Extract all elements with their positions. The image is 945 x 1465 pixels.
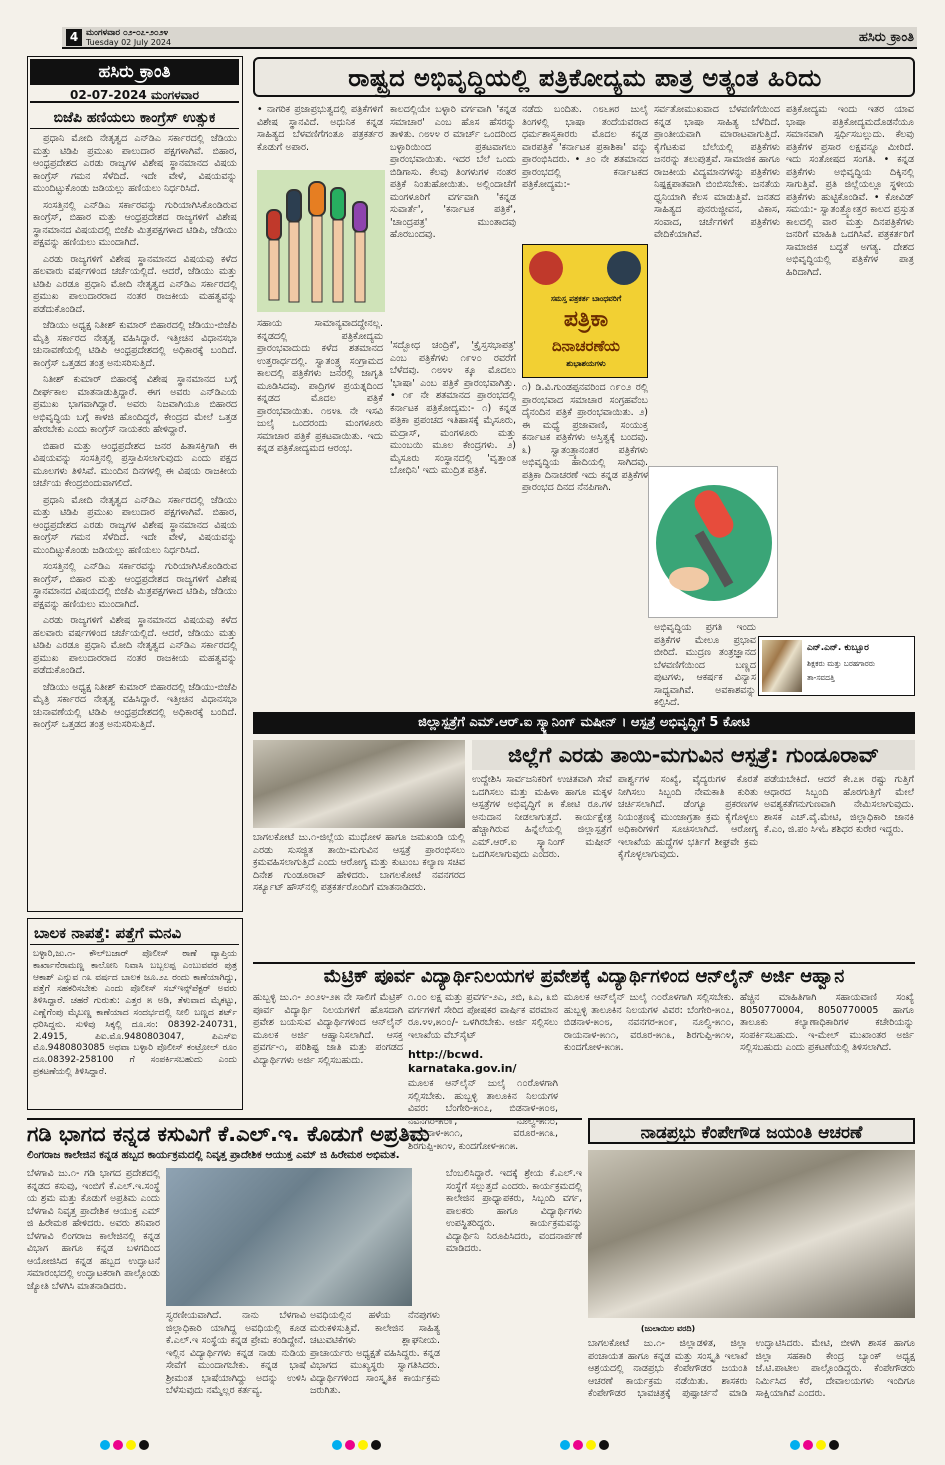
- editorial-body: [33, 133, 237, 905]
- page-number: 4: [66, 29, 82, 46]
- magenta-dot-icon: [113, 1440, 123, 1450]
- editorial-masthead: [30, 59, 239, 85]
- author-name: ಎನ್.ಎನ್. ಕುಬ್ಬೂರ: [807, 643, 869, 653]
- editorial-paragraph: ಜೆಡಿಯು ಅಧ್ಯಕ್ಷ ನಿತೀಶ್ ಕುಮಾರ್ ಬಿಹಾರದಲ್ಲಿ ಜೆಡಿಯು-ಬಿಜೆಪಿ ಮೈತ್ರಿ ಸರ್ಕಾರದ ನೇತೃತ್ವ ವಹಿಸಿದ್ದಾರೆ. ಇತ್ತೀಚಿನ ವಿಧಾನಸಭಾ ಚುನಾವಣೆಯಲ್ಲಿ ಟಿಡಿಪಿ ಆಂಧ್ರಪ್ರದೇಶದಲ್ಲಿ ಅಧಿಕಾರಕ್ಕೆ ಬಂದಿದೆ. ಕಾಂಗ್ರೆಸ್ ಒತ್ತಡದ ತಂತ್ರ ಅನುಸರಿಸುತ್ತಿದೆ.: [33, 320, 237, 369]
- editorial-paragraph: ಜೆಡಿಯು ಅಧ್ಯಕ್ಷ ನಿತೀಶ್ ಕುಮಾರ್ ಬಿಹಾರದಲ್ಲಿ ಜೆಡಿಯು-ಬಿಜೆಪಿ ಮೈತ್ರಿ ಸರ್ಕಾರದ ನೇತೃತ್ವ ವಹಿಸಿದ್ದಾರೆ. ಇತ್ತೀಚಿನ ವಿಧಾನಸಭಾ ಚುನಾವಣೆಯಲ್ಲಿ ಟಿಡಿಪಿ ಆಂಧ್ರಪ್ರದೇಶದಲ್ಲಿ ಅಧಿಕಾರಕ್ಕೆ ಬಂದಿದೆ. ಕಾಂಗ್ರೆಸ್ ಒತ್ತಡದ ತಂತ್ರ ಅನುಸರಿಸುತ್ತಿದೆ.: [33, 681, 237, 730]
- header-paper-name: ಹಸಿರು ಕ್ರಾಂತಿ: [858, 30, 914, 45]
- page-header: [62, 27, 917, 49]
- inset-line2: ಪತ್ರಿಕಾ: [563, 307, 609, 332]
- cyan-dot-icon: [790, 1440, 800, 1450]
- author-box: [758, 636, 915, 696]
- editorial-paragraph: ಪ್ರಧಾನಿ ಮೋದಿ ನೇತೃತ್ವದ ಎನ್‌ಡಿಎ ಸರ್ಕಾರದಲ್ಲಿ ಜೆಡಿಯು ಮತ್ತು ಟಿಡಿಪಿ ಪ್ರಮುಖ ಪಾಲುದಾರ ಪಕ್ಷಗಳಾಗಿವೆ. ಬಿಹಾರ, ಆಂಧ್ರಪ್ರದೇಶದ ಎರಡು ರಾಜ್ಯಗಳ ವಿಶೇಷ ಸ್ಥಾನಮಾನದ ವಿಷಯ ಕಾಂಗ್ರೆಸ್ ಗಮನ ಸೆಳೆದಿದೆ. ಇದೇ ವೇಳೆ, ವಿಷಯವನ್ನು ಮುಂದಿಟ್ಟುಕೊಂಡು ಜಡಿಯಲ್ಲು ಹಣಿಯಲು ನಿರ್ಧರಿಸಿದೆ.: [33, 133, 237, 194]
- hospital-headline: ಜಿಲ್ಲೆಗೆ ಎರಡು ತಾಯಿ-ಮಗುವಿನ ಆಸ್ಪತ್ರೆ: ಗುಂಡೂರಾವ್: [472, 740, 915, 770]
- author-role1: ಶಿಕ್ಷಕರು ಮತ್ತು ಬರಹಗಾರರು: [807, 659, 876, 668]
- lead-col2-body: 'ಸದ್ಬೋಧ ಚಂದ್ರಿಕೆ', 'ಕ್ರೈಸ್ತಸಭಾಪತ್ರ' ಎಂಬ ಪತ್ರಿಕೆಗಳು ೧೯೪೦ ರವರೆಗೆ ಬೆಳೆದವು. ೧೮೪೪ ಕ್ಕೂ ಮೊದಲು 'ಭಾಷಾ' ಎಂಬ ಪತ್ರಿಕೆ ಪ್ರಾರಂಭವಾಗಿತ್ತು. • ೧೯ ನೇ ಶತಮಾನದ ಪ್ರಾರಂಭದಲ್ಲಿ ಕರ್ನಾಟಕ ಪತ್ರಿಕೋದ್ಯಮ:- ೧) ಕನ್ನಡ ಪತ್ರಿಕಾ ಪ್ರಪಂಚದ ಇತಿಹಾಸಕ್ಕೆ ಮೈಸೂರು, ಮದ್ರಾಸ್, ಮಂಗಳೂರು ಮತ್ತು ಮುಂಬಯಿ ಮೂಲ ಕೇಂದ್ರಗಳು. ೨) ಮೈಸೂರು ಸಂಸ್ಥಾನದಲ್ಲಿ 'ವೃತ್ತಾಂತ ಬೋಧಿನಿ' ಇದು ಮುದ್ರಿತ ಪತ್ರಿಕೆ.: [390, 340, 516, 476]
- author-role2: ತಾ-ಸವದತ್ತಿ: [807, 673, 835, 682]
- author-photo: [762, 640, 802, 692]
- lead-col4-body: ಅಭಿವೃದ್ಧಿಯ ಪ್ರಗತಿ ಇಂದು ಪತ್ರಿಕೆಗಳ ಮೇಲೂ ಪ್ರಭಾವ ಬೀರಿದೆ. ಮುದ್ರಣ ತಂತ್ರಜ್ಞಾನದ ಬೆಳವಣಿಗೆಯಿಂದ ಬಣ್ಣದ ಪುಟಗಳು, ಆಕರ್ಷಕ ವಿನ್ಯಾಸ ಸಾಧ್ಯವಾಗಿವೆ. ಅವಕಾಶವನ್ನು ಕಲ್ಪಿಸಿದೆ.: [654, 622, 756, 708]
- yellow-dot-icon: [358, 1440, 368, 1450]
- inset-line4: ಶುಭಾಶಯಗಳು: [566, 359, 606, 368]
- press-day-inset: [522, 244, 648, 378]
- inset-line3: ದಿನಾಚರಣೆಯ: [551, 337, 620, 355]
- magenta-dot-icon: [345, 1440, 355, 1450]
- lead-headline: ರಾಷ್ಟ್ರದ ಅಭಿವೃದ್ಧಿಯಲ್ಲಿ ಪತ್ರಿಕೋದ್ಯಮ ಪಾತ್ರ ಅತ್ಯಂತ ಹಿರಿದು: [348, 64, 822, 92]
- ticker-bar: ಜಿಲ್ಲಾಸ್ಪತ್ರೆಗೆ ಎಮ್.ಆರ್.ಐ ಸ್ಕ್ಯಾನಿಂಗ್ ಮಷೀನ್ । ಆಸ್ಪತ್ರೆ ಅಭಿವೃದ್ಧಿಗೆ 5 ಕೋಟಿ: [253, 712, 915, 734]
- hand-mic-illustration: [648, 466, 778, 618]
- registration-marks-left: [100, 1440, 160, 1454]
- editorial-paragraph: ಸಂಸತ್ತಿನಲ್ಲಿ ಎನ್‌ಡಿಎ ಸರ್ಕಾರವನ್ನು ಗುರಿಯಾಗಿಸಿಕೊಂಡಿರುವ ಕಾಂಗ್ರೆಸ್, ಬಿಹಾರ ಮತ್ತು ಆಂಧ್ರಪ್ರದೇಶದ ರಾಜ್ಯಗಳಿಗೆ ವಿಶೇಷ ಸ್ಥಾನಮಾನದ ವಿಷಯದಲ್ಲಿ ಬಿಜೆಪಿ ಮಿತ್ರಪಕ್ಷಗಳಾದ ಟಿಡಿಪಿ, ಜೆಡಿಯು ಪಕ್ಷವನ್ನು ಹಣಿಯಲು ಮುಂದಾಗಿದೆ.: [33, 199, 237, 248]
- yellow-dot-icon: [816, 1440, 826, 1450]
- black-dot-icon: [371, 1440, 381, 1450]
- kle-headline: ಗಡಿ ಭಾಗದ ಕನ್ನಡ ಕಸುವಿಗೆ ಕೆ.ಎಲ್.ಇ. ಕೊಡುಗೆ ಅಪ್ರತಿಮ: [27, 1118, 582, 1146]
- missing-title: ಬಾಲಕ ನಾಪತ್ತೆ: ಪತ್ತೆಗೆ ಮನವಿ: [30, 921, 239, 945]
- black-dot-icon: [829, 1440, 839, 1450]
- kle-body4: ಬೆಂಬಲಿಸಿದ್ದಾರೆ. ಇದಕ್ಕೆ ಶ್ರೇಯ ಕೆ.ಎಲ್.ಇ ಸಂಸ್ಥೆಗೆ ಸಲ್ಲುತ್ತದೆ ಎಂದರು. ಕಾರ್ಯಕ್ರಮದಲ್ಲಿ ಕಾಲೇಜಿನ ಪ್ರಾಧ್ಯಾಪಕರು, ಸಿಬ್ಬಂದಿ ವರ್ಗ, ಪಾಲಕರು ಹಾಗೂ ವಿದ್ಯಾರ್ಥಿಗಳು ಉಪಸ್ಥಿತರಿದ್ದರು. ಕಾರ್ಯಕ್ರಮವನ್ನು ವಿದ್ಯಾರ್ಥಿನಿ ನಿರೂಪಿಸಿದರು, ವಂದನಾರ್ಪಣೆ ಮಾಡಿದರು.: [446, 1168, 582, 1254]
- lead-col1-top: • ನಾಗರಿಕ ಪ್ರಜಾಪ್ರಭುತ್ವದಲ್ಲಿ ಪತ್ರಿಕೆಗಳಿಗೆ ವಿಶೇಷ ಸ್ಥಾನವಿದೆ. ಅಧುನಿಕ ಕನ್ನಡ ಸಾಹಿತ್ಯದ ಬೆಳವಣಿಗೆಗಂತೂ ಪತ್ರಕರ್ತರ ಕೊಡುಗೆ ಅಪಾರ.: [257, 104, 383, 153]
- editorial-box: [27, 56, 243, 912]
- editorial-paragraph: ಸಂಸತ್ತಿನಲ್ಲಿ ಎನ್‌ಡಿಎ ಸರ್ಕಾರವನ್ನು ಗುರಿಯಾಗಿಸಿಕೊಂಡಿರುವ ಕಾಂಗ್ರೆಸ್, ಬಿಹಾರ ಮತ್ತು ಆಂಧ್ರಪ್ರದೇಶದ ರಾಜ್ಯಗಳಿಗೆ ವಿಶೇಷ ಸ್ಥಾನಮಾನದ ವಿಷಯದಲ್ಲಿ ಬಿಜೆಪಿ ಮಿತ್ರಪಕ್ಷಗಳಾದ ಟಿಡಿಪಿ, ಜೆಡಿಯು ಪಕ್ಷವನ್ನು ಹಣಿಯಲು ಮುಂದಾಗಿದೆ.: [33, 561, 237, 610]
- kempegowda-body: ಬಾಗಲಕೋಟೆ ಜು.೧- ಜಿಲ್ಲಾಡಳಿತ, ಜಿಲ್ಲಾ ಪಂಚಾಯತ ಹಾಗೂ ಕನ್ನಡ ಮತ್ತು ಸಂಸ್ಕೃತಿ ಇಲಾಖೆ ಆಶ್ರಯದಲ್ಲಿ ನಾಡಪ್ರಭು ಕೆಂಪೇಗೌಡರ ಜಯಂತಿ ಆಚರಣೆ ಕಾರ್ಯಕ್ರಮ ನಡೆಯಿತು. ಶಾಸಕರು ಕೆಂಪೇಗೌಡರ ಭಾವಚಿತ್ರಕ್ಕೆ ಪುಷ್ಪಾರ್ಚನೆ ಮಾಡಿ ಉದ್ಘಾಟಿಸಿದರು. ಮೇಟಿ, ಬೀಳಗಿ ಶಾಸಕ ಹಾಗೂ ಜಿಲ್ಲಾ ಸಹಕಾರಿ ಕೇಂದ್ರ ಬ್ಯಾಂಕ್ ಅಧ್ಯಕ್ಷ ಜೆ.ಟಿ.ಪಾಟೀಲ ಪಾಲ್ಗೊಂಡಿದ್ದರು. ಕೆಂಪೇಗೌಡರು ನಿರ್ಮಿಸಿದ ಕೆರೆ, ದೇವಾಲಯಗಳು ಇಂದಿಗೂ ಸಾಕ್ಷಿಯಾಗಿವೆ ಎಂದರು.: [588, 1338, 915, 1399]
- microphones-illustration: [257, 170, 385, 312]
- kle-event-photo: [166, 1168, 412, 1306]
- kempegowda-caption: (ಜುಲಾಯಿಲ ವರದಿ): [640, 1324, 696, 1333]
- kempegowda-photo: [588, 1150, 915, 1318]
- yellow-dot-icon: [126, 1440, 136, 1450]
- editorial-paragraph: ಬಿಹಾರ ಮತ್ತು ಆಂಧ್ರಪ್ರದೇಶದ ಜನರ ಹಿತಾಸಕ್ತಿಗಾಗಿ ಈ ವಿಷಯವನ್ನು ಸಂಸತ್ತಿನಲ್ಲಿ ಪ್ರಸ್ತಾಪಿಸಲಾಗುವುದು ಎಂದು ಪಕ್ಷದ ಮೂಲಗಳು ತಿಳಿಸಿವೆ. ಮುಂದಿನ ದಿನಗಳಲ್ಲಿ ಈ ವಿಷಯ ರಾಜಕೀಯ ಚರ್ಚೆಯ ಕೇಂದ್ರಬಿಂದುವಾಗಲಿದೆ.: [33, 440, 237, 489]
- lead-col3-body: ೧) ಡಿ.ವಿ.ಗುಂಡಪ್ಪನವರಿಂದ ೧೯೦೨ ರಲ್ಲಿ ಪ್ರಾರಂಭವಾದ ಸಮಾಚಾರ ಸಂಗ್ರಹವೆಂಬ ದೈನಂದಿನ ಪತ್ರಿಕೆ ಪ್ರಾರಂಭವಾಯಿತು. ೨) ಈ ಮಧ್ಯೆ ಪ್ರಜಾವಾಣಿ, ಸಂಯುಕ್ತ ಕರ್ನಾಟಕ ಪತ್ರಿಕೆಗಳು ಅಸ್ತಿತ್ವಕ್ಕೆ ಬಂದವು. ೩) ಸ್ವಾತಂತ್ರ್ಯಾನಂತರ ಪತ್ರಿಕೆಗಳು ಅಭಿವೃದ್ಧಿಯ ಹಾದಿಯಲ್ಲಿ ಸಾಗಿದವು. ಪತ್ರಿಕಾ ದಿನಾಚರಣೆ ಇದು ಕನ್ನಡ ಪತ್ರಿಕೆಗಳ ಪ್ರಾರಂಭದ ದಿನದ ನೆನಪಿಗಾಗಿ.: [522, 382, 648, 493]
- hostel-body4: ಹೆಚ್ಚಿನ ಮಾಹಿತಿಗಾಗಿ ಸಹಾಯವಾಣಿ ಸಂಖ್ಯೆ 8050770004, 8050770005 ಹಾಗೂ ತಾಲೂಕು ಕಲ್ಯಾಣಾಧಿಕಾರಿಗಳ ಕಚೇರಿಯನ್ನು ಸಂಪರ್ಕಿಸಬಹುದು. ಇ-ಮೇಲ್ ಮುಖಾಂತರ ಅರ್ಜಿ ಸಲ್ಲಿಸಬಹುದು ಎಂದು ಪ್ರಕಟಣೆಯಲ್ಲಿ ತಿಳಿಸಲಾಗಿದೆ.: [740, 992, 914, 1053]
- black-dot-icon: [139, 1440, 149, 1450]
- lead-col1-body: ಸಹಾಯ ಸಾಮಾನ್ಯವಾದದ್ದೇನಲ್ಲ. ಕನ್ನಡದಲ್ಲಿ ಪತ್ರಿಕೋದ್ಯಮ ಪ್ರಾರಂಭವಾದುದು ಕಳೆದ ಶತಮಾನದ ಉತ್ತರಾರ್ಧದಲ್ಲಿ. ಸ್ವಾತಂತ್ರ್ಯ ಸಂಗ್ರಾಮದ ಕಾಲದಲ್ಲಿ ಪತ್ರಿಕೆಗಳು ಜನರಲ್ಲಿ ಜಾಗೃತಿ ಮೂಡಿಸಿದವು. ಪಾದ್ರಿಗಳ ಪ್ರಯತ್ನದಿಂದ ಕನ್ನಡದ ಮೊದಲ ಪತ್ರಿಕೆ ಪ್ರಾರಂಭವಾಯಿತು. ೧೮೪೩ ನೇ ಇಸವಿ ಜುಲೈ ಒಂದರಂದು ಮಂಗಳೂರು ಸಮಾಚಾರ ಪತ್ರಿಕೆ ಪ್ರಕಟವಾಯಿತು. ಇದು ಕನ್ನಡ ಪತ್ರಿಕೋದ್ಯಮದ ಆರಂಭ.: [257, 318, 383, 454]
- registration-marks-mid1: [332, 1440, 392, 1454]
- kle-subhead: ಲಿಂಗರಾಜ ಕಾಲೇಜಿನ ಕನ್ನಡ ಹಬ್ಬದ ಕಾರ್ಯಕ್ರಮದಲ್ಲಿ ನಿವೃತ್ತ ಪ್ರಾದೇಶಿಕ ಆಯುಕ್ತ ಎಮ್ ಜಿ ಹಿರೇಮಠ ಅಭಿಮತ.: [27, 1149, 400, 1161]
- hostel-body3: ಮೂಲಕ ಆನ್‌ಲೈನ್ ಜುಲೈ ೧೦ರೊಳಗಾಗಿ ಸಲ್ಲಿಸಬೇಕು. ಹುಬ್ಬಳ್ಳಿ ತಾಲೂಕಿನ ನಿಲಯಗಳ ವಿವರ: ಬೆಂಗೇರಿ-೫೦೭, ಬಿಡನಾಳ-೫೦೮, ನವನಗರ-೫೦೯, ನೂಲ್ವಿ-೫೧೦, ರಾಯನಾಳ-೫೧೧, ವರೂರ-೫೧೩, ಶಿರಗುಪ್ಪಿ-೫೧೪, ಕುಂದಗೋಳ-೫೧೫.: [564, 992, 734, 1053]
- hospital-body3: ಪಾರ್ಶ್ವಗಳ ಸಂಖ್ಯೆ, ವೈದ್ಯರುಗಳ ಕೊರತೆ ನೀಗಿಸಲು ಸಿಬ್ಬಂದಿ ನೇಮಕಾತಿ ಕುರಿತು ಚರ್ಚಿಸಲಾಗಿದೆ. ಡೆಂಗ್ಯೂ ಪ್ರಕರಣಗಳ ನಿಯಂತ್ರಣಕ್ಕೆ ಮುಂಜಾಗ್ರತಾ ಕ್ರಮ ಕೈಗೊಳ್ಳಲು ಅಧಿಕಾರಿಗಳಿಗೆ ಸೂಚಿಸಲಾಗಿದೆ. ಆರೋಗ್ಯ ಇಲಾಖೆಯ ಹುದ್ದೆಗಳ ಭರ್ತಿಗೆ ಶೀಘ್ರವೇ ಕ್ರಮ ಕೈಗೊಳ್ಳಲಾಗುವುದು.: [618, 774, 758, 860]
- hospital-photo: [253, 740, 465, 828]
- registration-marks-mid2: [560, 1440, 620, 1454]
- editorial-paragraph: ಎರಡು ರಾಜ್ಯಗಳಿಗೆ ವಿಶೇಷ ಸ್ಥಾನಮಾನದ ವಿಷಯವು ಕಳೆದ ಹಲವಾರು ವರ್ಷಗಳಿಂದ ಚರ್ಚೆಯಲ್ಲಿದೆ. ಆದರೆ, ಜೆಡಿಯು ಮತ್ತು ಟಿಡಿಪಿ ಎರಡೂ ಪ್ರಧಾನಿ ಮೋದಿ ನೇತೃತ್ವದ ಎನ್‌ಡಿಎ ಸರ್ಕಾರದಲ್ಲಿ ಪ್ರಮುಖ ಪಾಲುದಾರರಾದ ನಂತರ ರಾಜಕೀಯ ಮಹತ್ವವನ್ನು ಪಡೆದುಕೊಂಡಿದೆ.: [33, 615, 237, 676]
- kle-body1: ಬೆಳಗಾವಿ ಜು.೧- ಗಡಿ ಭಾಗದ ಪ್ರದೇಶದಲ್ಲಿ ಕನ್ನಡದ ಕಸುವು, ಇಂಬಿಗೆ ಕೆ.ಎಲ್.ಇ.ಸಂಸ್ಥೆ ಯ ಶ್ರಮ ಮತ್ತು ಕೊಡುಗೆ ಅಪ್ರತಿಮ ಎಂದು ಬೆಳಗಾವಿ ನಿವೃತ್ತ ಪ್ರಾದೇಶಿಕ ಆಯುಕ್ತ ಎಮ್ ಜಿ ಹಿರೇಮಠ ಹೇಳಿದರು. ಅವರು ಶನಿವಾರ ಬೆಳಗಾವಿ ಲಿಂಗರಾಜ ಕಾಲೇಜಿನಲ್ಲಿ ಕನ್ನಡ ವಿಭಾಗ ಹಾಗೂ ಕನ್ನಡ ಬಳಗದಿಂದ ಆಯೋಜಿಸಿದ ಕನ್ನಡ ಹಬ್ಬದ ಉದ್ಘಾಟನೆ ಸಮಾರಂಭದಲ್ಲಿ ಉದ್ಘಾಟಕರಾಗಿ ಪಾಲ್ಗೊಂಡು ಜ್ಯೋತಿ ಬೆಳಗಿಸಿ ಮಾತನಾಡಿದರು.: [27, 1168, 160, 1292]
- hostel-website: http://bcwd. karnataka.gov.in/: [408, 1048, 517, 1075]
- header-date-english: Tuesday 02 July 2024: [86, 38, 172, 47]
- microphones-icon: [257, 170, 385, 312]
- hostel-body2: ೧.೦೦ ಲಕ್ಷ ಮತ್ತು ಪ್ರವರ್ಗ-೨ಎ, ೨ಬಿ, ೩ಎ, ೩ಬಿ ವರ್ಗಗಳಿಗೆ ಸೇರಿದ ಪೋಷಕರ ವಾರ್ಷಿಕ ವರಮಾನ ರೂ.೪೪,೫೦೦/- ಒಳಗಿರಬೇಕು. ಅರ್ಜಿ ಸಲ್ಲಿಸಲು ಇಲಾಖೆಯ ವೆಬ್‌ಸೈಟ್: [408, 992, 558, 1041]
- kle-body2: ಸ್ವರಣೀಯವಾಗಿದೆ. ನಾನು ಬೆಳಗಾವಿ ಜಿಲ್ಲಾಧಿಕಾರಿ ಯಾಗಿದ್ದ ಅವಧಿಯಲ್ಲಿ ಕೂಡ ಕೆ.ಎಲ್.ಇ ಸಂಸ್ಥೆಯ ಕನ್ನಡ ಪ್ರೇಮ ಕಂಡಿದ್ದೇನೆ. ಇಲ್ಲಿನ ವಿದ್ಯಾರ್ಥಿಗಳು ಕನ್ನಡ ನಾಡು ನುಡಿಯ ಸೇವೆಗೆ ಮುಂದಾಗಬೇಕು. ಕನ್ನಡ ಭಾಷೆ ಶ್ರೀಮಂತ ಭಾಷೆಯಾಗಿದ್ದು ಅದನ್ನು ಉಳಿಸಿ ಬೆಳೆಸುವುದು ನಮ್ಮೆಲ್ಲರ ಕರ್ತವ್ಯ.: [166, 1310, 306, 1396]
- header-date-kannada: ಮಂಗಳವಾರ ೦೨-೦೭-೨೦೨೪: [86, 28, 169, 38]
- hospital-body4: ಪಡೆಯಬೇಕಿದೆ. ಆದರೆ ಕೇ.೭೫ ರಷ್ಟು ಗುತ್ತಿಗೆ ಆಧಾರದ ಸಿಬ್ಬಂದಿ ಹೊರಗುತ್ತಿಗೆ ಮೇಲೆ ಅವಶ್ಯಕತೆಗನುಗುಣವಾಗಿ ನೇಮಿಸಲಾಗುವುದು. ಶಾಸಕ ಎಚ್.ವೈ.ಮೇಟಿ, ಜಿಲ್ಲಾಧಿಕಾರಿ ಜಾನಕಿ ಕೆ.ಎಂ, ಜಿ.ಪಂ ಸಿಇಓ ಶಶಿಧರ ಕುರೇರ ಇದ್ದರು.: [764, 774, 914, 835]
- hostel-headline: ಮೆಟ್ರಿಕ್ ಪೂರ್ವ ವಿದ್ಯಾರ್ಥಿನಿಲಯಗಳ ಪ್ರವೇಶಕ್ಕೆ ವಿದ್ಯಾರ್ಥಿಗಳಿಂದ ಆನ್‌ಲೈನ್ ಅರ್ಜಿ ಆಹ್ವಾನ: [253, 962, 915, 988]
- inset-line1: ಸಮಸ್ತ ಪತ್ರಕರ್ತ ಬಾಂಧವರಿಗೆ: [550, 294, 622, 303]
- magenta-dot-icon: [573, 1440, 583, 1450]
- editorial-title: ಬಿಜೆಪಿ ಹಣಿಯಲು ಕಾಂಗ್ರೆಸ್ ಉತ್ಸುಕ: [30, 107, 239, 129]
- masthead-text: ಹಸಿರು ಕ್ರಾಂತಿ: [98, 62, 171, 82]
- hand-microphone-icon: [649, 467, 779, 619]
- kempegowda-headline: ನಾಡಪ್ರಭು ಕೆಂಪೇಗೌಡ ಜಯಂತಿ ಆಚರಣೆ: [588, 1118, 915, 1144]
- hospital-photo-image: [253, 740, 465, 828]
- black-dot-icon: [599, 1440, 609, 1450]
- yellow-dot-icon: [586, 1440, 596, 1450]
- magenta-dot-icon: [803, 1440, 813, 1450]
- lead-headline-box: [253, 57, 915, 97]
- mic-icon: [529, 251, 563, 285]
- lead-col2-top: ಕಾಲದಲ್ಲಿಯೇ ಬಳ್ಳಾರಿ ವರ್ಗವಾಗಿ 'ಕನ್ನಡ ಸಮಾಚಾರ' ಎಂಬ ಹೊಸ ಹೆಸರನ್ನು ತಾಳಿತು. ೧೮೪೪ ರ ಮಾರ್ಚ್ ಒಂದರಿಂದ ಬಳ್ಳಾರಿಯಿಂದ ಪ್ರಕಟವಾಗಲು ಪ್ರಾರಂಭವಾಯಿತು. ಇದರ ಬೆಲೆ ಒಂದು ಬಿಡಿಗಾಸು. ಕೆಲವು ತಿಂಗಳುಗಳ ನಂತರ ಪತ್ರಿಕೆ ನಿಂತುಹೋಯಿತು. ಅಲ್ಲಿಂದಾಚೆಗೆ ಮಂಗಳೂರಿಗೆ ವರ್ಗವಾಗಿ 'ಕನ್ನಡ ಸುವಾರ್ತೆ', 'ಕರ್ನಾಟಕ ಪತ್ರಿಕೆ', 'ಚಾಂದ್ರಪತ್ರ' ಮುಂತಾದವು ಹೊರಬಂದವು.: [390, 104, 516, 240]
- editorial-paragraph: ಎರಡು ರಾಜ್ಯಗಳಿಗೆ ವಿಶೇಷ ಸ್ಥಾನಮಾನದ ವಿಷಯವು ಕಳೆದ ಹಲವಾರು ವರ್ಷಗಳಿಂದ ಚರ್ಚೆಯಲ್ಲಿದೆ. ಆದರೆ, ಜೆಡಿಯು ಮತ್ತು ಟಿಡಿಪಿ ಎರಡೂ ಪ್ರಧಾನಿ ಮೋದಿ ನೇತೃತ್ವದ ಎನ್‌ಡಿಎ ಸರ್ಕಾರದಲ್ಲಿ ಪ್ರಮುಖ ಪಾಲುದಾರರಾದ ನಂತರ ರಾಜಕೀಯ ಮಹತ್ವವನ್ನು ಪಡೆದುಕೊಂಡಿದೆ.: [33, 253, 237, 315]
- camera-icon: [607, 251, 641, 285]
- lead-col4-top: ಸರ್ವತೋಮುಖವಾದ ಬೆಳವಣಿಗೆಯಿಂದ ಕನ್ನಡ ಭಾಷಾ ಸಾಹಿತ್ಯ ಬೆಳೆದಿದೆ. ಪ್ರಾಂತೀಯವಾಗಿ ಮಾರಾಟವಾಗುತ್ತಿದೆ. ಕೈಗೆಟಕುವ ಬೆಲೆಯಲ್ಲಿ ಪತ್ರಿಕೆಗಳು ಜನರನ್ನು ತಲುಪುತ್ತವೆ. ಸಾಮಾಜಿಕ ಹಾಗೂ ರಾಜಕೀಯ ವಿದ್ಯಮಾನಗಳನ್ನು ಪತ್ರಿಕೆಗಳು ನಿಷ್ಪಕ್ಷಪಾತವಾಗಿ ಬಿಂಬಿಸಬೇಕು. ಜನತೆಯ ಧ್ವನಿಯಾಗಿ ಕೆಲಸ ಮಾಡುತ್ತಿವೆ. ಜನತದ ಸಾಹಿತ್ಯದ ಪುನರುಜ್ಜೀವನ, ವಿಕಾಸ, ಸಂವಾದ, ಚರ್ಚೆಗಳಿಗೆ ಪತ್ರಿಕೆಗಳು ವೇದಿಕೆಯಾಗಿವೆ.: [654, 104, 780, 240]
- missing-boy-box: [27, 918, 243, 1110]
- hospital-body2: ಉದ್ದೇಶಿಸಿ ಸಾರ್ವಜನಿಕರಿಗೆ ಉಚಿತವಾಗಿ ಸೇವೆ ಒದಗಿಸಲು ಮತ್ತು ಮಹಿಳಾ ಹಾಗೂ ಮಕ್ಕಳ ಆಸ್ಪತ್ರೆಗಳ ಅಭಿವೃದ್ಧಿಗೆ ೫ ಕೋಟಿ ರೂ.ಗಳ ಅನುದಾನ ನೀಡಲಾಗುತ್ತದೆ. ಕಾರ್ಯಕ್ಷೇತ್ರ ಹೆಚ್ಚಾಗಿರುವ ಹಿನ್ನೆಲೆಯಲ್ಲಿ ಜಿಲ್ಲಾಸ್ಪತ್ರೆಗೆ ಎಮ್.ಆರ್.ಐ ಸ್ಕ್ಯಾನಿಂಗ್ ಮಷೀನ್ ಒದಗಿಸಲಾಗುವುದು ಎಂದರು.: [472, 774, 612, 860]
- hostel-body3-cont: ಮೂಲಕ ಆನ್‌ಲೈನ್ ಜುಲೈ ೧೦ರೊಳಗಾಗಿ ಸಲ್ಲಿಸಬೇಕು. ಹುಬ್ಬಳ್ಳಿ ತಾಲೂಕಿನ ನಿಲಯಗಳ ವಿವರ: ಬೆಂಗೇರಿ-೫೦೭, ಬಿಡನಾಳ-೫೦೮, ನವನಗರ-೫೦೯, ನೂಲ್ವಿ-೫೧೦, ರಾಯನಾಳ-೫೧೧, ವರೂರ-೫೧೩, ಶಿರಗುಪ್ಪಿ-೫೧೪, ಕುಂದಗೋಳ-೫೧೫.: [408, 1078, 558, 1152]
- cyan-dot-icon: [100, 1440, 110, 1450]
- kle-body3: ಅವಧಿಯಲ್ಲಿನ ಹಳೆಯ ನೆನಪುಗಳು ಮರುಕಳಿಸುತ್ತಿವೆ. ಕಾಲೇಜಿನ ಸಾಹಿತ್ಯ ಚಟುವಟಿಕೆಗಳು ಶ್ಲಾಘನೀಯ. ಪ್ರಾಚಾರ್ಯರು ಅಧ್ಯಕ್ಷತೆ ವಹಿಸಿದ್ದರು. ಕನ್ನಡ ವಿಭಾಗದ ಮುಖ್ಯಸ್ಥರು ಸ್ವಾಗತಿಸಿದರು. ವಿದ್ಯಾರ್ಥಿಗಳಿಂದ ಸಾಂಸ್ಕೃತಿಕ ಕಾರ್ಯಕ್ರಮ ಜರುಗಿತು.: [310, 1310, 440, 1396]
- lead-col3-top: ನಡೆದು ಬಂದಿತು. ೧೮೬೫ರ ಜುಲೈ ತಿಂಗಳಲ್ಲಿ ಭಾಷಾ ತಂದೆಯವರಾದ ಧರ್ಮಶಾಸ್ತ್ರಕಾರರು ಮೊದಲ ಕನ್ನಡ ವಾರಪತ್ರಿಕೆ 'ಕರ್ನಾಟಕ ಪ್ರಕಾಶಿಕಾ' ವನ್ನು ಪ್ರಾರಂಭಿಸಿದರು. • ೨೦ ನೇ ಶತಮಾನದ ಪ್ರಾರಂಭದಲ್ಲಿ ಕರ್ನಾಟಕದ ಪತ್ರಿಕೋದ್ಯಮ:-: [522, 104, 648, 190]
- cyan-dot-icon: [560, 1440, 570, 1450]
- missing-body: ಬಳ್ಳಾರಿ,ಜು.೧- ಕೌಲ್‌ಬಜಾರ್ ಪೊಲೀಸ್ ಠಾಣೆ ವ್ಯಾಪ್ತಿಯ ಕಾರ್ಖಾನೆರಾಮಣ್ಣ ಕಾಲೋನಿ ನಿವಾಸಿ ಬಬ್ಬಲಪ್ಪ ಎಂಬುವವರ ಪುತ್ರ ಆಕಾಶ್ ಎನ್ನುವ ೧೩ ವರ್ಷದ ಬಾಲಕ ಜೂ.೨೭ ರಂದು ಕಾಣೆಯಾಗಿದ್ದು, ಪತ್ತೆಗೆ ಸಹಕರಿಸಬೇಕು ಎಂದು ಪೊಲೀಸ್ ಸಬ್‌ಇನ್ಸ್‌ಪೆಕ್ಟರ್ ಅವರು ತಿಳಿಸಿದ್ದಾರೆ. ಚಹರೆ ಗುರುತು: ಎತ್ತರ ೫ ಅಡಿ, ತೆಳುವಾದ ಮೈಕಟ್ಟು, ಎಣ್ಣೆಗೆಂಪು ಮೈಬಣ್ಣ ಕಾಣೆಯಾದ ಸಂದರ್ಭದಲ್ಲಿ ನೀಲಿ ಬಣ್ಣದ ಶರ್ಟ್ ಧರಿಸಿದ್ದನು. ಸುಳಿವು ಸಿಕ್ಕಲ್ಲಿ ದೂ.ಸಂ: 08392-240731, 2.4915, ಪಿಐ.ಮೊ.9480803047, ಪಿಎಸ್‌ಐ ಮೊ.9480803085 ಅಥವಾ ಬಳ್ಳಾರಿ ಪೊಲೀಸ್ ಕಂಟ್ರೋಲ್ ರೂಂ ದೂ.08392-258100 ಗೆ ಸಂಪರ್ಕಿಸಬಹುದು ಎಂದು ಪ್ರಕಟಣೆಯಲ್ಲಿ ತಿಳಿಸಿದ್ದಾರೆ.: [33, 949, 237, 1077]
- editorial-paragraph: ನಿತೀಶ್ ಕುಮಾರ್ ಬಿಹಾರಕ್ಕೆ ವಿಶೇಷ ಸ್ಥಾನಮಾನದ ಬಗ್ಗೆ ದೀರ್ಘಕಾಲ ಮಾತನಾಡುತ್ತಿದ್ದಾರೆ. ಈಗ ಅವರು ಎನ್‌ಡಿಎಯ ಪ್ರಮುಖ ಭಾಗವಾಗಿದ್ದಾರೆ. ಅವರು ನಿಜವಾಗಿಯೂ ಬಿಹಾರದ ಅಭಿವೃದ್ಧಿಯ ಬಗ್ಗೆ ಕಾಳಜಿ ಹೊಂದಿದ್ದರೆ, ಕೇಂದ್ರದ ಮೇಲೆ ಒತ್ತಡ ಹೇರಬೇಕು ಎಂದು ಕಾಂಗ್ರೆಸ್ ನಾಯಕರು ಹೇಳಿದ್ದಾರೆ.: [33, 374, 237, 435]
- hostel-body1: ಹುಬ್ಬಳ್ಳಿ ಜು.೧- ೨೦೨೪-೨೫ ನೇ ಸಾಲಿಗೆ ಮೆಟ್ರಿಕ್ ಪೂರ್ವ ವಿದ್ಯಾರ್ಥಿ ನಿಲಯಗಳಿಗೆ ಹೊಸದಾಗಿ ಪ್ರವೇಶ ಬಯಸುವ ವಿದ್ಯಾರ್ಥಿಗಳಿಂದ ಆನ್‌ಲೈನ್ ಮೂಲಕ ಅರ್ಜಿ ಆಹ್ವಾನಿಸಲಾಗಿದೆ. ಆಸಕ್ತ ಪ್ರವರ್ಗ-೧, ಪರಿಶಿಷ್ಟ ಜಾತಿ ಮತ್ತು ಪಂಗಡದ ವಿದ್ಯಾರ್ಥಿಗಳು ಅರ್ಜಿ ಸಲ್ಲಿಸಬಹುದು.: [253, 992, 403, 1066]
- registration-marks-right: [790, 1440, 850, 1454]
- lead-col5: ಪತ್ರಿಕೋದ್ಯಮ ಇಂದು ಇತರ ಯಾವ ಭಾಷಾ ಪತ್ರಿಕೋದ್ಯಮದೊಡನೆಯೂ ಸಮಾನವಾಗಿ ಸ್ಪರ್ಧಿಸಬಲ್ಲುದು. ಕೆಲವು ಪತ್ರಿಕೆಗಳ ಪ್ರಸಾರ ಲಕ್ಷವನ್ನೂ ಮೀರಿದೆ. ಇದು ಸಂತೋಷದ ಸಂಗತಿ. • ಕನ್ನಡ ಪತ್ರಿಕೆಗಳು ಅಭಿವೃದ್ಧಿಯ ದಿಕ್ಕಿನಲ್ಲಿ ಸಾಗುತ್ತಿವೆ. ಪ್ರತಿ ಜಿಲ್ಲೆಯಲ್ಲೂ ಸ್ಥಳೀಯ ಪತ್ರಿಕೆಗಳು ಹುಟ್ಟಿಕೊಂಡಿವೆ. • ಕೋವಿಡ್ ಸಮಯ:- ಸ್ವಾತಂತ್ರ್ಯೋತ್ತರ ಕಾಲದ ಪ್ರಸ್ತುತ ಕಾಲದಲ್ಲಿ ವಾರ ಮತ್ತು ದಿನಪತ್ರಿಕೆಗಳು ಜನರಿಗೆ ಮಾಹಿತಿ ಒದಗಿಸಿವೆ. ಪತ್ರಕರ್ತರಿಗೆ ಸಾಮಾಜಿಕ ಬದ್ಧತೆ ಅಗತ್ಯ. ದೇಶದ ಅಭಿವೃದ್ಧಿಯಲ್ಲಿ ಪತ್ರಿಕೆಗಳ ಪಾತ್ರ ಹಿರಿದಾಗಿದೆ.: [786, 104, 914, 278]
- editorial-paragraph: ಪ್ರಧಾನಿ ಮೋದಿ ನೇತೃತ್ವದ ಎನ್‌ಡಿಎ ಸರ್ಕಾರದಲ್ಲಿ ಜೆಡಿಯು ಮತ್ತು ಟಿಡಿಪಿ ಪ್ರಮುಖ ಪಾಲುದಾರ ಪಕ್ಷಗಳಾಗಿವೆ. ಬಿಹಾರ, ಆಂಧ್ರಪ್ರದೇಶದ ಎರಡು ರಾಜ್ಯಗಳ ವಿಶೇಷ ಸ್ಥಾನಮಾನದ ವಿಷಯ ಕಾಂಗ್ರೆಸ್ ಗಮನ ಸೆಳೆದಿದೆ. ಇದೇ ವೇಳೆ, ವಿಷಯವನ್ನು ಮುಂದಿಟ್ಟುಕೊಂಡು ಜಡಿಯಲ್ಲು ಹಣಿಯಲು ನಿರ್ಧರಿಸಿದೆ.: [33, 494, 237, 556]
- editorial-date: 02-07-2024 ಮಂಗಳವಾರ: [30, 87, 239, 103]
- hospital-body1: ಬಾಗಲಕೋಟೆ ಜು.೧-ಜಿಲ್ಲೆಯ ಮುಧೋಳ ಹಾಗೂ ಜಮಖಂಡಿ ಯಲ್ಲಿ ಎರಡು ಸುಸಜ್ಜಿತ ತಾಯಿ-ಮಗುವಿನ ಆಸ್ಪತ್ರೆ ಪ್ರಾರಂಭಿಸಲು ಕ್ರಮವಹಿಸಲಾಗುತ್ತಿದೆ ಎಂದು ಆರೋಗ್ಯ ಮತ್ತು ಕುಟುಂಬ ಕಲ್ಯಾಣ ಸಚಿವ ದಿನೇಶ ಗುಂಡೂರಾವ್ ಹೇಳಿದರು. ಬಾಗಲಕೋಟೆ ನವನಗರದ ಸರ್ಕ್ಯೂಟ್ ಹೌಸ್‌ನಲ್ಲಿ ಪತ್ರಕರ್ತರೊಂದಿಗೆ ಮಾತನಾಡಿದರು.: [253, 832, 465, 893]
- cyan-dot-icon: [332, 1440, 342, 1450]
